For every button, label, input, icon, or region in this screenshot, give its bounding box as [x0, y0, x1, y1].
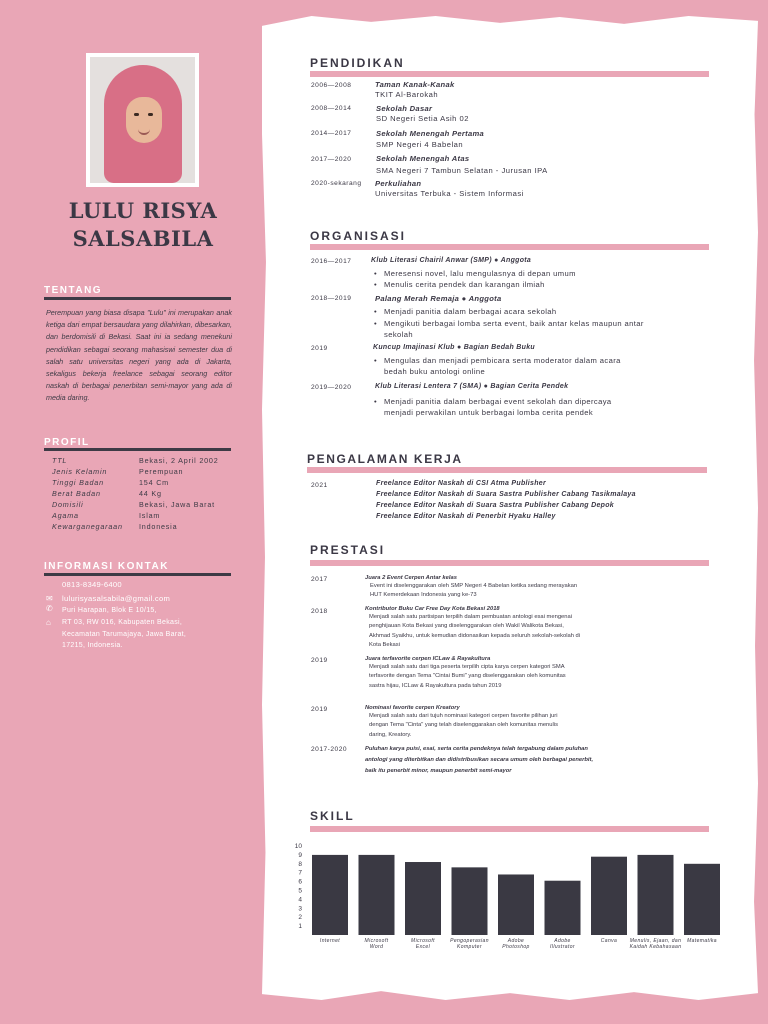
category-label: Menulis, Ejaan, dan Kaidah Kebahasaan	[629, 938, 682, 950]
skill-bar	[312, 855, 348, 935]
address-line: Puri Harapan, Blok E 10/15,	[62, 607, 157, 614]
org-year: 2019	[311, 345, 328, 352]
skill-bar	[405, 862, 441, 935]
work-item: Freelance Editor Naskah di Suara Sastra Publisher Cabang Tasikmalaya	[376, 491, 636, 498]
edu-school: SMA Negeri 7 Tambun Selatan - Jurusan IPA	[376, 166, 548, 175]
prestasi-year: 2018	[311, 608, 328, 615]
org-year: 2016—2017	[311, 258, 352, 265]
edu-title: Perkuliahan	[375, 179, 422, 188]
edu-year: 2014—2017	[311, 130, 352, 137]
edu-school: SMP Negeri 4 Babelan	[376, 140, 464, 149]
prestasi-title: Nominasi favorite cerpen Kreatory	[365, 705, 460, 711]
education-divider	[310, 71, 709, 77]
prestasi-desc: Event ini diselenggarakan oleh SMP Negeri 4 Babelan ketika sedang merayakan HUT Kemerdekaan Indonesia yang ke-73	[370, 583, 578, 599]
edu-school: Universitas Terbuka - Sistem Informasi	[375, 189, 524, 198]
skill-bar	[591, 857, 627, 935]
phone-text: 0813-8349-6400	[62, 580, 122, 589]
achievement-divider	[310, 560, 709, 566]
contact-heading: INFORMASI KONTAK	[44, 561, 169, 572]
org-title: Klub Literasi Lentera 7 (SMA) ● Bagian Cerita Pendek	[375, 383, 569, 390]
category-label: Internet	[319, 938, 341, 944]
edu-year: 2020-sekarang	[311, 180, 362, 187]
work-item: Freelance Editor Naskah di Suara Sastra Publisher Cabang Depok	[376, 502, 615, 509]
org-title: Kuncup Imajinasi Klub ● Bagian Bedah Buku	[373, 344, 535, 351]
edu-school: SD Negeri Setia Asih 02	[376, 114, 469, 123]
category-label: Microsoft Word	[364, 938, 389, 950]
achievement-heading: PRESTASI	[310, 543, 386, 557]
skill-bar	[452, 867, 488, 935]
prestasi-title: Kontributor Buku Car Free Day Kota Bekasi 2018	[365, 606, 500, 612]
edu-year: 2008—2014	[311, 105, 352, 112]
y-tick-label: 7	[298, 869, 302, 877]
org-bullet: • Meresensi novel, lalu mengulasnya di depan umum	[384, 268, 576, 279]
edu-title: Taman Kanak-Kanak	[375, 80, 455, 89]
skill-bar	[638, 855, 674, 935]
prestasi-year: 2019	[311, 657, 328, 664]
prestasi-desc: Puluhan karya puisi, esai, serta cerita pendeknya telah tergabung dalam puluhan antologi yang diterbitkan dan didistribusikan secara umum oleh berbagai penerbit, baik itu penerbit minor, maupun penerbit semi-mayor	[365, 746, 594, 774]
skill-bar	[545, 881, 581, 935]
skill-divider	[310, 826, 709, 832]
category-label: Microsoft Excel	[411, 938, 435, 950]
full-name: LULU RISYA SALSABILA	[68, 198, 218, 251]
org-year: 2019—2020	[311, 384, 352, 391]
org-bullet: • Mengikuti berbagai lomba serta event, baik antar kelas maupun antar sekolah	[384, 318, 654, 340]
about-text: Perempuan yang biasa disapa "Lulu" ini merupakan anak ketiga dari empat bersaudara yang dilahirkan, dibesarkan, dan berdomisili di Bekasi. Saat ini ia sedang menekuni pendidikan sebagai seorang mahasiswi semester dua di salah satu universitas negeri yang ada di Jakarta, sekaligus bekerja freelance sebagai seorang editor naskah di berbagai penerbitan semi-mayor yang ada di media daring.	[46, 308, 232, 403]
profile-divider	[44, 448, 231, 451]
work-heading: PENGALAMAN KERJA	[307, 452, 463, 466]
organization-heading: ORGANISASI	[310, 229, 407, 243]
org-bullet: • Mengulas dan menjadi pembicara serta moderator dalam acara bedah buku antologi online	[384, 355, 644, 377]
edu-title: Sekolah Menengah Atas	[376, 154, 470, 163]
profile-heading: PROFIL	[44, 437, 90, 448]
edu-year: 2006—2008	[311, 82, 352, 89]
edu-title: Sekolah Dasar	[376, 104, 433, 113]
email-icon: ✉	[46, 594, 53, 603]
org-title: Palang Merah Remaja ● Anggota	[375, 294, 502, 303]
work-divider	[307, 467, 707, 473]
y-tick-label: 5	[298, 887, 302, 895]
prestasi-title: Juara 2 Event Cerpen Antar kelas	[365, 575, 457, 581]
work-year: 2021	[311, 482, 328, 489]
contact-divider	[44, 573, 231, 576]
home-icon: ⌂	[46, 618, 51, 627]
org-bullet: • Menjadi panitia dalam berbagai acara sekolah	[384, 306, 557, 317]
work-item: Freelance Editor Naskah di CSI Atma Publisher	[376, 480, 547, 487]
phone-icon: ✆	[46, 604, 53, 613]
y-tick-label: 10	[294, 843, 302, 850]
org-bullet: • Menulis cerita pendek dan karangan ilmiah	[384, 279, 545, 290]
y-tick-label: 6	[298, 878, 302, 886]
prestasi-title: Juara terfavorite cerpen ICLaw & Rayakultura	[365, 656, 491, 662]
about-heading: TENTANG	[44, 285, 103, 296]
y-tick-label: 1	[298, 923, 302, 931]
address-line: Kecamatan Tarumajaya, Jawa Barat,	[62, 631, 187, 638]
prestasi-year: 2019	[311, 706, 328, 713]
category-label: Adobe Illustrator	[550, 938, 575, 950]
address-line: RT 03, RW 016, Kabupaten Bekasi,	[62, 619, 183, 626]
y-tick-label: 2	[298, 914, 302, 922]
skill-heading: SKILL	[310, 809, 355, 823]
prestasi-year: 2017	[311, 576, 328, 583]
skill-chart	[290, 840, 730, 970]
skill-bar	[684, 864, 720, 935]
email-text: lulurisyasalsabila@gmail.com	[62, 594, 171, 603]
skill-bar	[498, 874, 534, 935]
org-title: Klub Literasi Chairil Anwar (SMP) ● Anggota	[371, 257, 532, 264]
work-item: Freelance Editor Naskah di Penerbit Hyaku Halley	[376, 513, 556, 520]
y-tick-label: 9	[298, 851, 302, 859]
y-tick-label: 3	[298, 905, 302, 913]
address-line: 17215, Indonesia.	[62, 642, 123, 649]
prestasi-desc: Menjadi salah satu partisipan terpilih dalam pembuatan antologi esai mengenai penghijauan Kota Bekasi yang diselenggarakan oleh Wakil Walikota Bekasi, Akhmad Syaikhu, untuk kemudian didonasikan kepada seluruh sekolah-sekolah di Kota Bekasi	[369, 614, 581, 648]
edu-school: TKIT Al-Barokah	[375, 90, 439, 99]
edu-title: Sekolah Menengah Pertama	[376, 129, 485, 138]
organization-divider	[310, 244, 709, 250]
prestasi-year: 2017-2020	[311, 746, 348, 753]
org-bullet: • Menjadi panitia dalam berbagai event sekolah dan dipercaya menjadi perwakilan untuk berbagai lomba cerita pendek	[384, 396, 634, 418]
about-divider	[44, 297, 231, 300]
org-year: 2018—2019	[311, 295, 352, 302]
category-label: Matematika	[687, 938, 717, 944]
skill-bar	[359, 855, 395, 935]
prestasi-desc: Menjadi salah satu dari tujuh nominasi kategori cerpen favorite pilihan juri dengan Tema "Cinta" yang telah diselenggarakan oleh komunitas menulis daring, Kreatory.	[369, 713, 558, 738]
profile-photo	[86, 53, 199, 187]
edu-year: 2017—2020	[311, 156, 352, 163]
y-tick-label: 8	[298, 860, 302, 868]
category-label: Adobe Photoshop	[502, 938, 530, 950]
category-label: Canva	[600, 938, 618, 944]
prestasi-desc: Menjadi salah satu dari tiga peserta terpilih cipta karya cerpen kategori SMA terfavorite dengan Tema "Cintai Bumi" yang diselenggarakan oleh komunitas sastra hijau, ICLaw & Rayakultura pada tahun 2019	[369, 664, 566, 689]
category-label: Pengoperasian Komputer	[450, 938, 489, 950]
y-tick-label: 4	[298, 896, 302, 904]
education-heading: PENDIDIKAN	[310, 56, 405, 70]
